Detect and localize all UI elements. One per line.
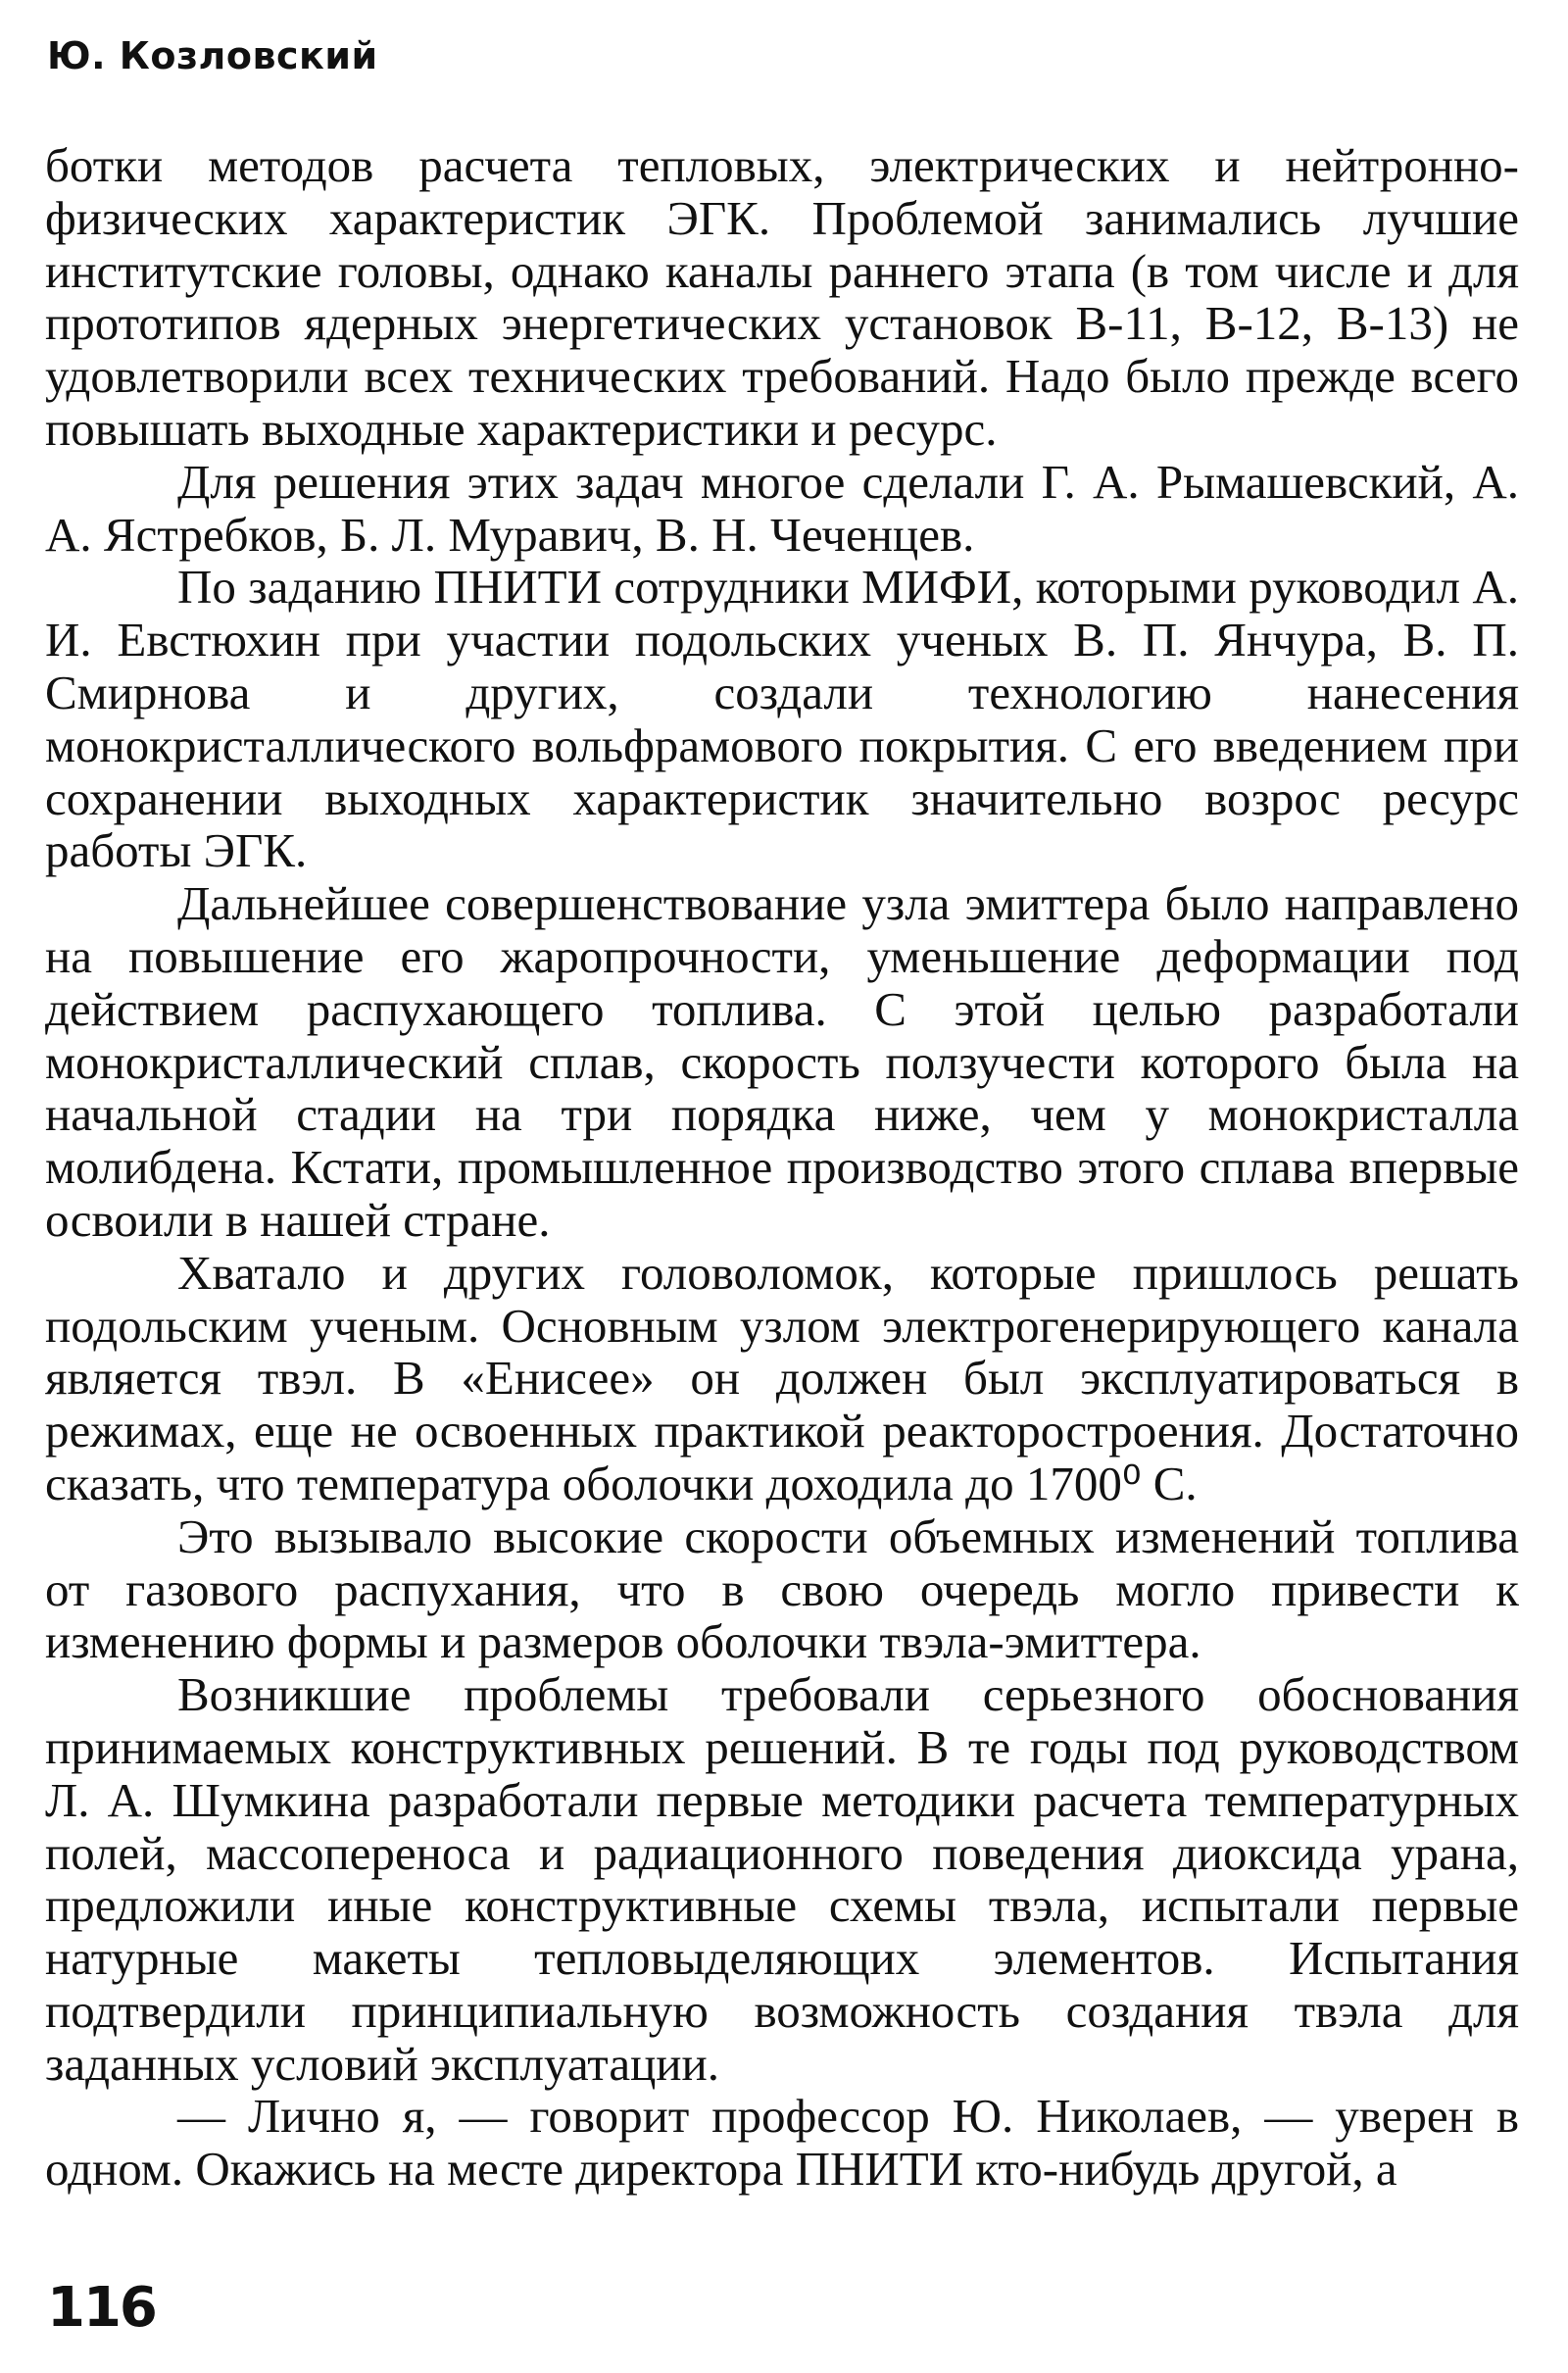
page-number: 116	[47, 2276, 156, 2340]
paragraph: Для решения этих задач многое сделали Г. А. Рымашевский, А. А. Ястребков, Б. Л. Муравич, В. Н. Чеченцев.	[45, 454, 1519, 562]
paragraph-quote: — Лично я, — говорит профессор Ю. Николаев, — уверен в одном. Окажись на месте директора ПНИТИ кто-нибудь другой, а	[45, 2089, 1519, 2197]
body-text	[45, 139, 1519, 2196]
running-head-author: Ю. Козловский	[47, 34, 378, 77]
paragraph: Дальнейшее совершенствование узла эмиттера было направлено на повышение его жаропрочности, уменьшение деформации под действием распухающего топлива. С этой целью разработали монокристаллический сплав, скорость ползучести которого была на начальной стадии на три порядка ниже, чем у монокристалла молибдена. Кстати, промышленное производство этого сплава впервые освоили в нашей стране.	[45, 876, 1519, 1247]
paragraph: По заданию ПНИТИ сотрудники МИФИ, которыми руководил А. И. Евстюхин при участии подольских ученых В. П. Янчура, В. П. Смирнова и других, создали технологию нанесения монокристаллического вольфрамового покрытия. С его введением при сохранении выходных характеристик значительно возрос ресурс работы ЭГК.	[45, 560, 1519, 878]
paragraph: Это вызывало высокие скорости объемных изменений топлива от газового распухания, что в свою очередь могло привести к изменению формы и размеров оболочки твэла-эмиттера.	[45, 1508, 1519, 1669]
paragraph: Возникшие проблемы требовали серьезного обоснования принимаемых конструктивных решений. В те годы под руководством Л. А. Шумкина разработали первые методики расчета температурных полей, массопереноса и радиационного поведения диоксида урана, предложили иные конструктивные схемы твэла, испытали первые натурные макеты тепловыделяющих элементов. Испытания подтвердили принципиальную возможность создания твэла для заданных условий эксплуатации.	[45, 1667, 1519, 2091]
paragraph: Хватало и других головоломок, которые пришлось решать подольским ученым. Основным узлом электрогенерирующего канала является твэл. В «Енисее» он должен был эксплуатироваться в режимах, еще не освоенных практикой реакторостроения. Достаточно сказать, что температура оболочки доходила до 1700⁰ С.	[45, 1245, 1519, 1510]
paragraph-continued: ботки методов расчета тепловых, электрических и нейтронно-физических характеристик ЭГК. Проблемой занимались лучшие институтские головы, однако каналы раннего этапа (в том числе и для прототипов ядерных энергетических установок В-11, В-12, В-13) не удовлетворили всех технических требований. Надо было прежде всего повышать выходные характеристики и ресурс.	[45, 138, 1519, 456]
